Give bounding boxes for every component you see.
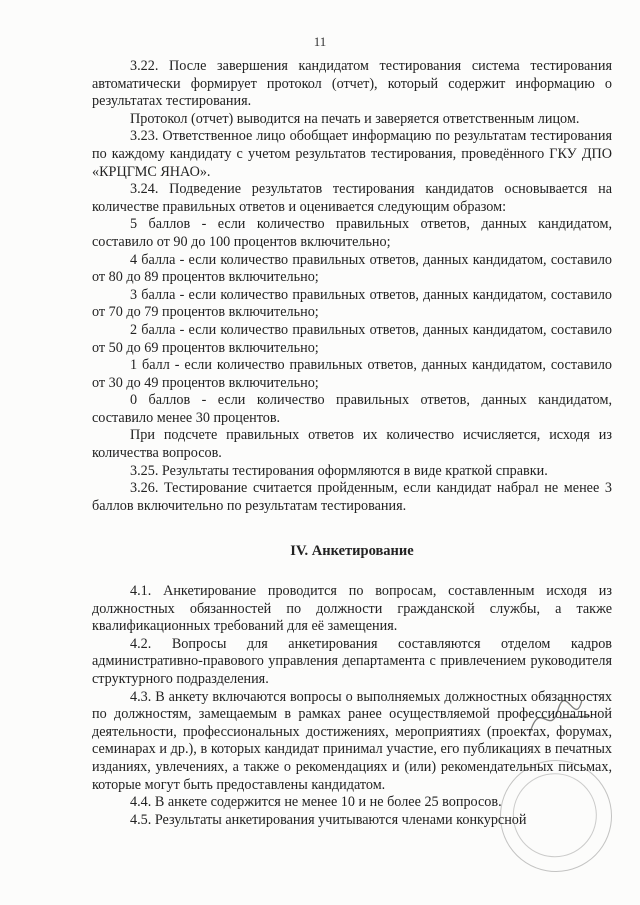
handwritten-signature (520, 688, 600, 748)
paragraph-4-2: 4.2. Вопросы для анкетирования составляются отделом кадров административно-правового управления департамента с привлечением руководителя структурного подразделения. (92, 635, 612, 687)
paragraph-0-points: 0 баллов - если количество правильных ответов, данных кандидатом, составило менее 30 процентов. (92, 392, 612, 426)
paragraph-1-point: 1 балл - если количество правильных ответов, данных кандидатом, составило от 30 до 49 процентов включительно; (92, 357, 612, 391)
paragraph-5-points: 5 баллов - если количество правильных ответов, данных кандидатом, составило от 90 до 100 процентов включительно; (92, 216, 612, 250)
stamp-inner-ring (505, 765, 605, 865)
page-number: 11 (313, 34, 327, 49)
paragraph-3-26: 3.26. Тестирование считается пройденным, если кандидат набрал не менее 3 баллов включительно по результатам тестирования. (92, 480, 612, 514)
paragraph-4-points: 4 балла - если количество правильных ответов, данных кандидатом, составило от 80 до 89 процентов включительно; (92, 251, 612, 286)
paragraph-protocol: Протокол (отчет) выводится на печать и заверяется ответственным лицом. (130, 110, 580, 127)
paragraph-4-1: 4.1. Анкетирование проводится по вопросам, составленным исходя из должностных обязанностей по должности гражданской службы, а также квалификационных требований для её замещения. (92, 583, 612, 635)
paragraph-4-4: 4.4. В анкете содержится не менее 10 и не более 25 вопросов. (130, 794, 502, 811)
paragraph-3-22: 3.22. После завершения кандидатом тестирования система тестирования автоматически формирует протокол (отчет), который содержит информацию о результатах тестирования. (92, 58, 612, 110)
paragraph-3-23: 3.23. Ответственное лицо обобщает информацию по результатам тестирования по каждому кандидату с учетом результатов тестирования, проведённого ГКУ ДПО «КРЦГМС ЯНАО». (92, 128, 612, 180)
section-heading: IV. Анкетирование (290, 543, 414, 560)
paragraph-4-3: 4.3. В анкету включаются вопросы о выполняемых должностных обязанностях по должностям, замещаемым в рамках ранее осуществляемой профессиональной деятельности, профессиональных достижениях, мероприятиях (проектах, форумах, семинарах и др.), в которых кандидат принимал участие, его публикациях в печатных изданиях, увлечениях, а также о рекомендациях и (или) рекомендательных письмах, которые могут быть предоставлены кандидатом. (92, 688, 612, 793)
paragraph-3-points: 3 балла - если количество правильных ответов, данных кандидатом, составило от 70 до 79 процентов включительно; (92, 286, 612, 321)
paragraph-3-24: 3.24. Подведение результатов тестирования кандидатов основывается на количестве правильных ответов и оценивается следующим образом: (92, 181, 612, 215)
paragraph-4-5: 4.5. Результаты анкетирования учитываются членами конкурсной (130, 811, 527, 828)
paragraph-counting: При подсчете правильных ответов их количество исчисляется, исходя из количества вопросов. (92, 427, 612, 462)
paragraph-2-points: 2 балла - если количество правильных ответов, данных кандидатом, составило от 50 до 69 процентов включительно; (92, 321, 612, 356)
paragraph-3-25: 3.25. Результаты тестирования оформляются в виде краткой справки. (130, 462, 548, 479)
